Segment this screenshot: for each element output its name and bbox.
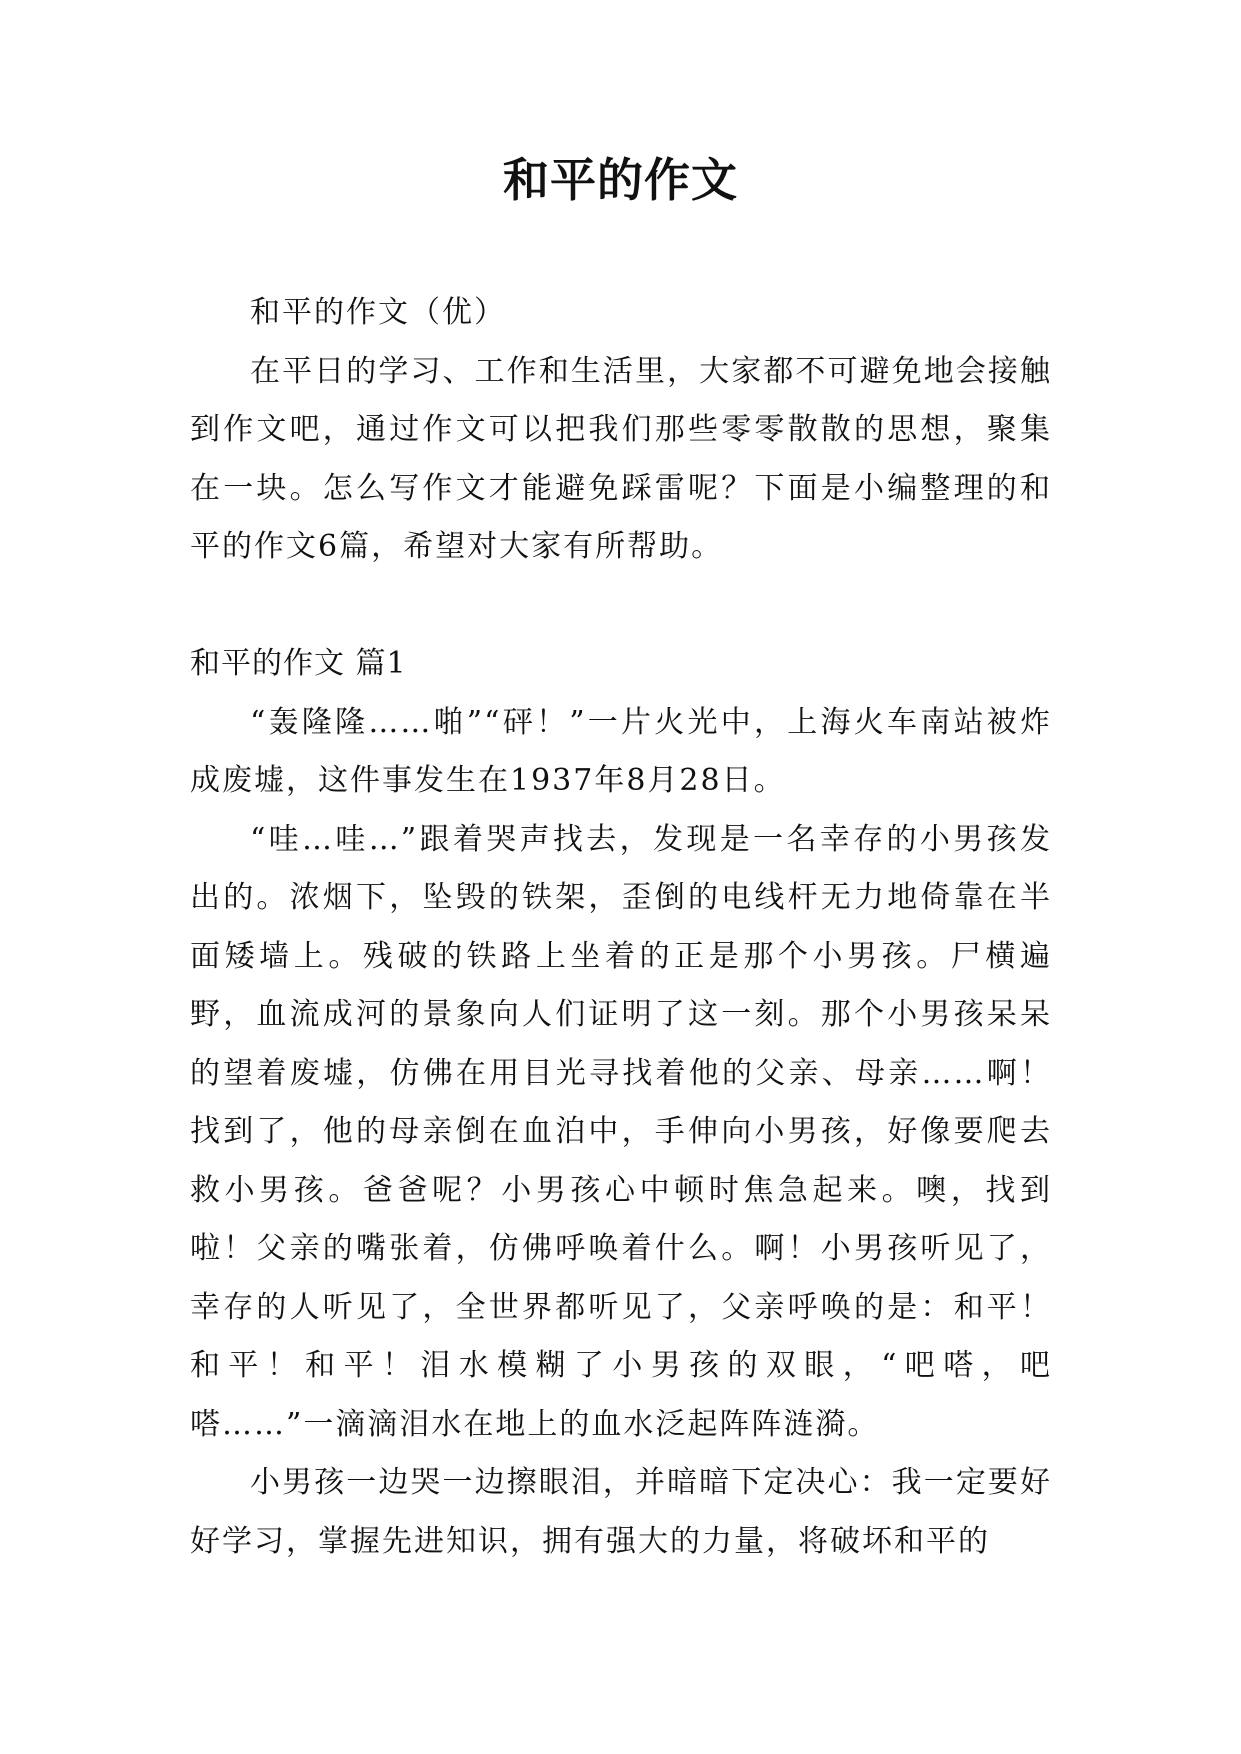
intro-paragraph: 在平日的学习、工作和生活里，大家都不可避免地会接触到作文吧，通过作文可以把我们那些零零散散的思想，聚集在一块。怎么写作文才能避免踩雷呢？下面是小编整理的和平的作文6篇，希望对大家有所帮助。 [190,353,1052,564]
body-paragraph-3: 小男孩一边哭一边擦眼泪，并暗暗下定决心：我一定要好好学习，掌握先进知识，拥有强大的力量，将破坏和平的 [190,1465,1052,1559]
paragraph-spacer [190,577,1052,636]
body-paragraph-2: “哇…哇…”跟着哭声找去，发现是一名幸存的小男孩发出的。浓烟下，坠毁的铁架，歪倒的电线杆无力地倚靠在半面矮墙上。残破的铁路上坐着的正是那个小男孩。尸横遍野，血流成河的景象向人们证明了这一刻。那个小男孩呆呆的望着废墟，仿佛在用目光寻找着他的父亲、母亲……啊！找到了，他的母亲倒在血泊中，手伸向小男孩，好像要爬去救小男孩。爸爸呢？小男孩心中顿时焦急起来。噢，找到啦！父亲的嘴张着，仿佛呼唤着什么。啊！小男孩听见了，幸存的人听见了，全世界都听见了，父亲呼唤的是：和平！和平！和平！泪水模糊了小男孩的双眼，“吧嗒，吧嗒……”一滴滴泪水在地上的血水泛起阵阵涟漪。 [190,821,1052,1442]
section-heading: 和平的作文 篇1 [190,646,407,681]
document-body [190,284,1052,1571]
body-paragraph-1: “轰隆隆……啪”“砰！”一片火光中，上海火车南站被炸成废墟，这件事发生在1937年8月28日。 [190,704,1052,798]
document-title: 和平的作文 [503,153,738,207]
document-subtitle: 和平的作文（优） [250,295,506,330]
